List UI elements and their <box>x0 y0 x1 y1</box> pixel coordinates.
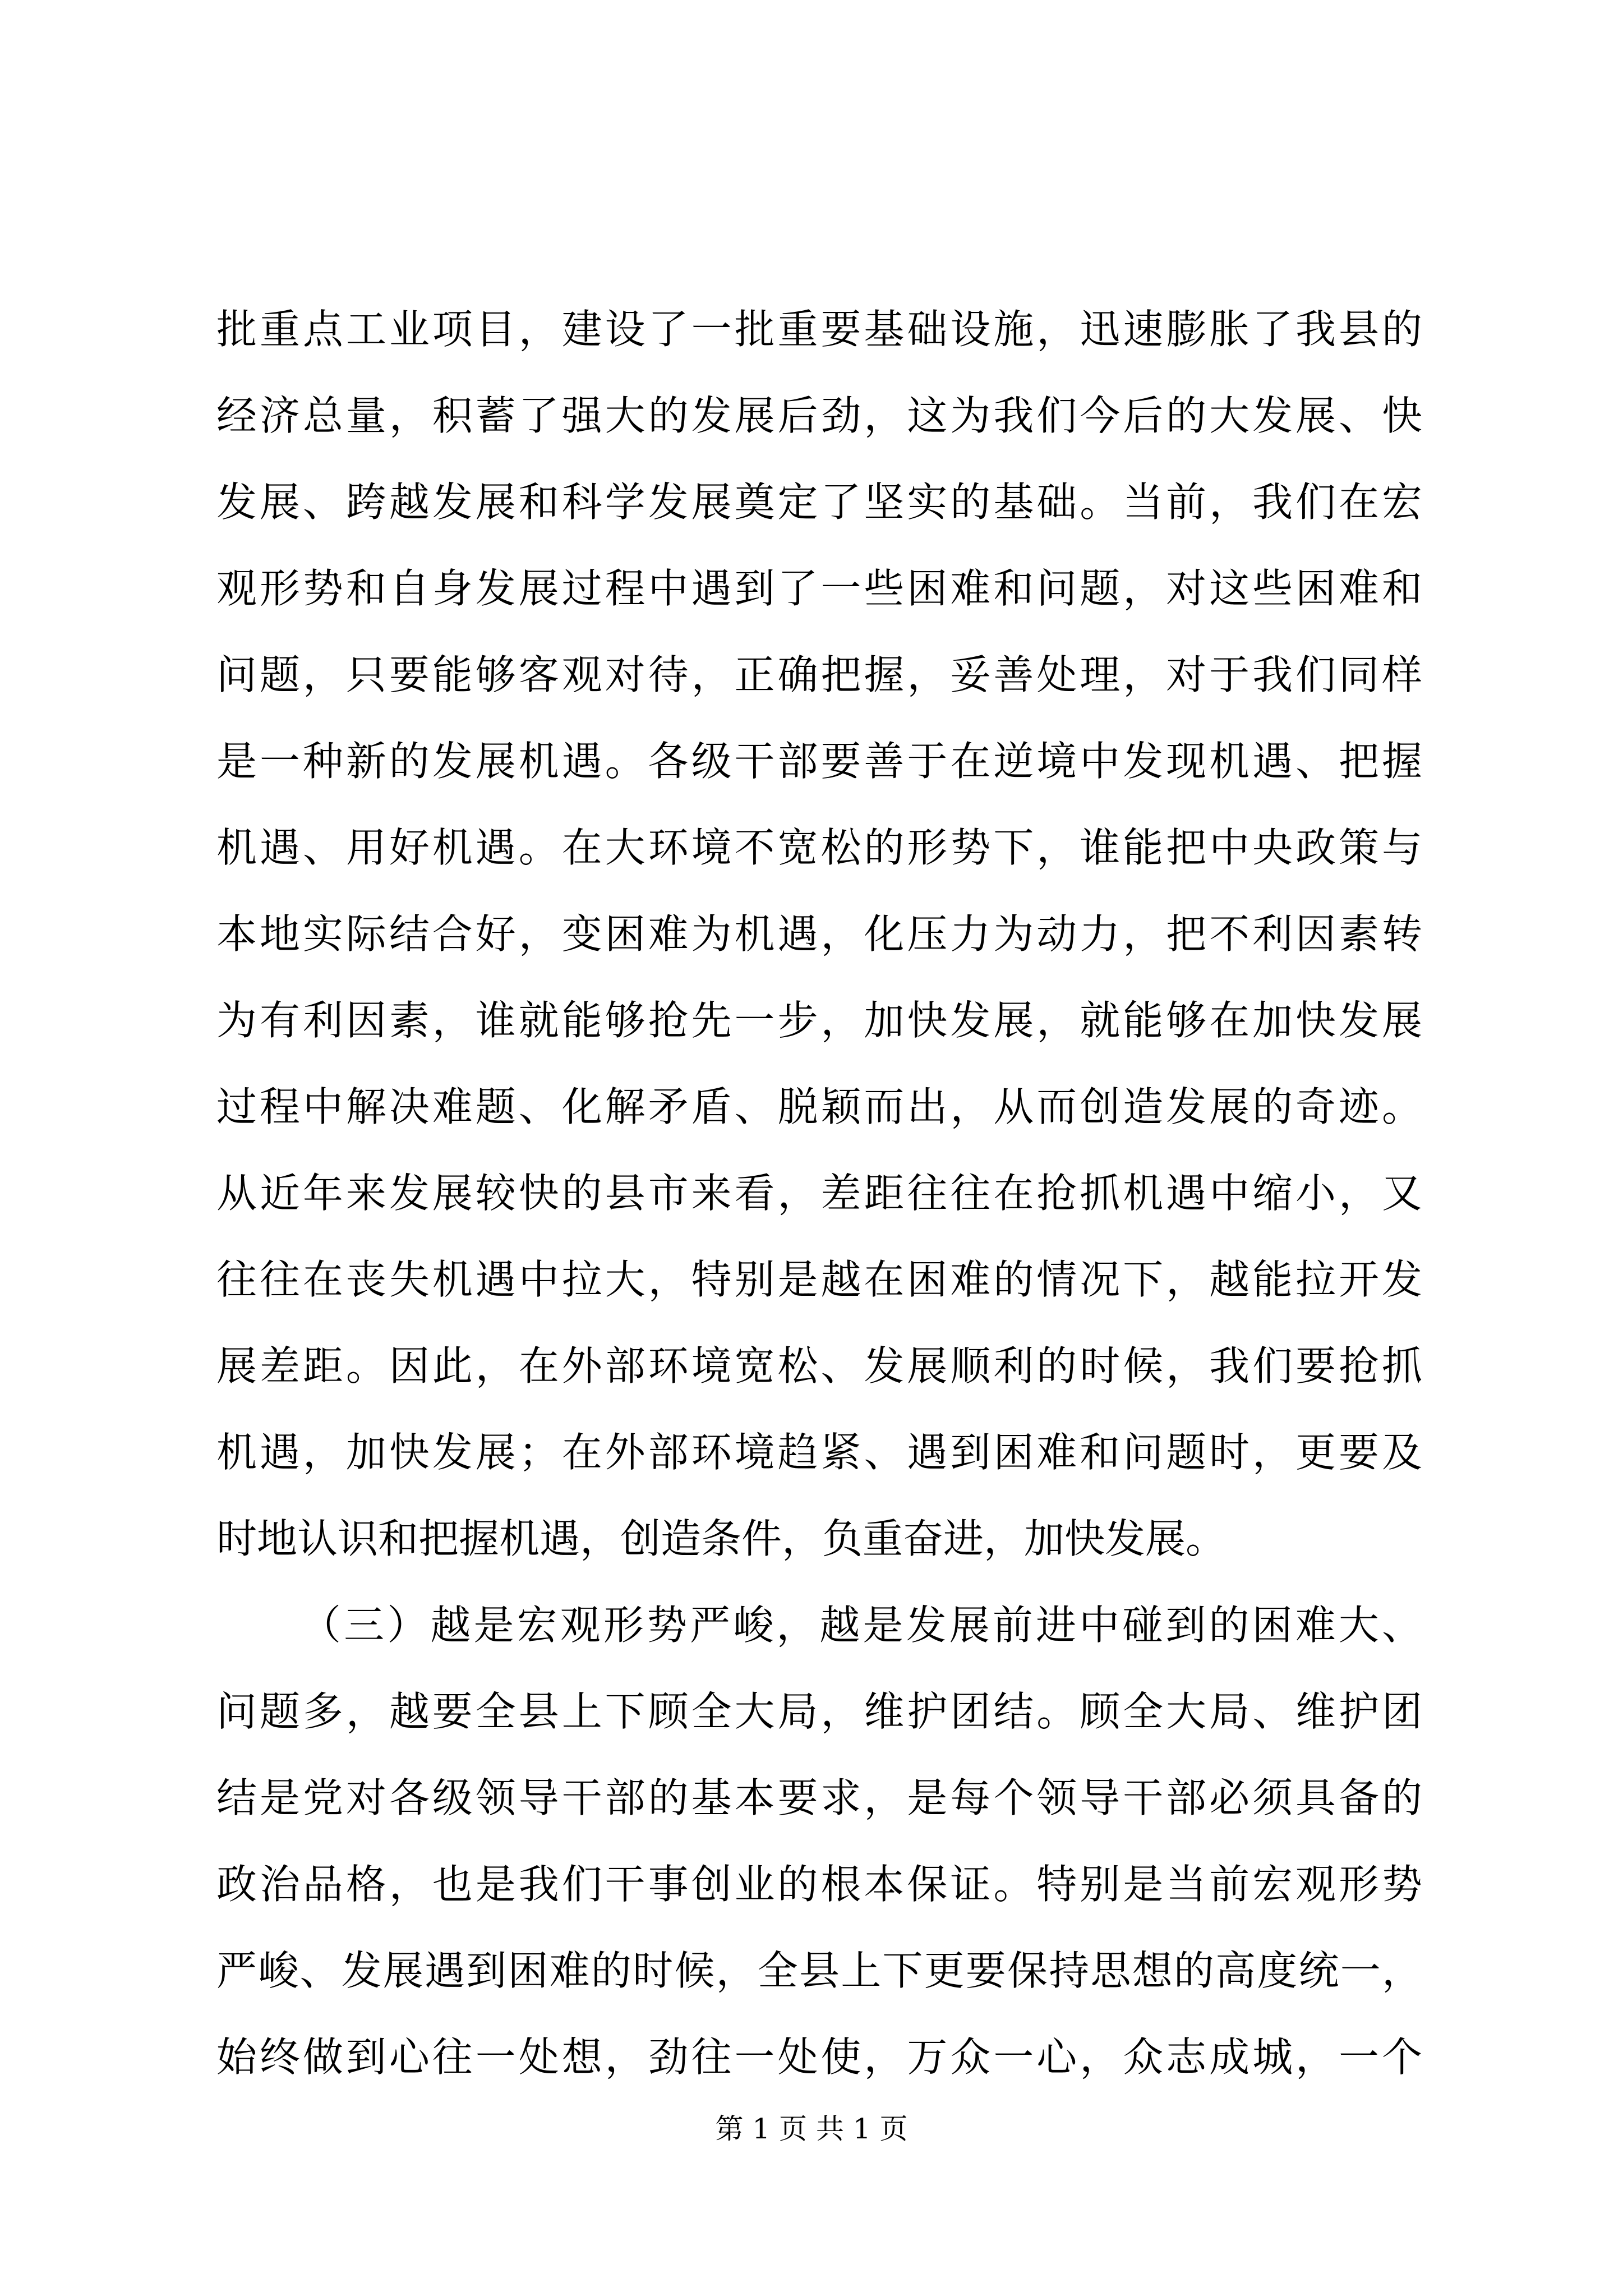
text-line: 本地实际结合好，变困难为机遇，化压力为动力，把不利因素转 <box>216 910 1422 958</box>
text-line: （三）越是宏观形势严峻，越是发展前进中碰到的困难大、 <box>301 1602 1422 1649</box>
text-line: 经济总量，积蓄了强大的发展后劲，这为我们今后的大发展、快 <box>216 392 1422 439</box>
paragraph <box>216 1582 1422 2100</box>
text-line: 批重点工业项目，建设了一批重要基础设施，迅速膨胀了我县的 <box>216 306 1422 353</box>
text-line: 过程中解决难题、化解矛盾、脱颖而出，从而创造发展的奇迹。 <box>216 1083 1422 1130</box>
text-line: 机遇，加快发展；在外部环境趋紧、遇到困难和问题时，更要及 <box>216 1429 1422 1476</box>
text-line: 始终做到心往一处想，劲往一处使，万众一心，众志成城，一个 <box>216 2033 1422 2081</box>
text-line: 时地认识和把握机遇，创造条件，负重奋进，加快发展。 <box>216 1515 1227 1562</box>
text-line: 从近年来发展较快的县市来看，差距往往在抢抓机遇中缩小，又 <box>216 1170 1422 1217</box>
text-line: 严峻、发展遇到困难的时候，全县上下更要保持思想的高度统一， <box>216 1947 1422 1994</box>
text-line: 往往在丧失机遇中拉大，特别是越在困难的情况下，越能拉开发 <box>216 1256 1422 1303</box>
text-line: 发展、跨越发展和科学发展奠定了坚实的基础。当前，我们在宏 <box>216 478 1422 526</box>
text-line: 政治品格，也是我们干事创业的根本保证。特别是当前宏观形势 <box>216 1861 1422 1908</box>
document-body <box>216 286 1422 2100</box>
text-line: 结是党对各级领导干部的基本要求，是每个领导干部必须具备的 <box>216 1774 1422 1821</box>
text-line: 为有利因素，谁就能够抢先一步，加快发展，就能够在加快发展 <box>216 997 1422 1044</box>
text-line: 机遇、用好机遇。在大环境不宽松的形势下，谁能把中央政策与 <box>216 824 1422 871</box>
text-line: 展差距。因此，在外部环境宽松、发展顺利的时候，我们要抢抓 <box>216 1342 1422 1389</box>
paragraph <box>216 286 1422 1582</box>
page-footer: 第 1 页 共 1 页 <box>715 2113 908 2145</box>
text-line: 是一种新的发展机遇。各级干部要善于在逆境中发现机遇、把握 <box>216 738 1422 785</box>
text-line: 问题，只要能够客观对待，正确把握，妥善处理，对于我们同样 <box>216 651 1422 698</box>
text-line: 问题多，越要全县上下顾全大局，维护团结。顾全大局、维护团 <box>216 1688 1422 1735</box>
text-line: 观形势和自身发展过程中遇到了一些困难和问题，对这些困难和 <box>216 565 1422 612</box>
